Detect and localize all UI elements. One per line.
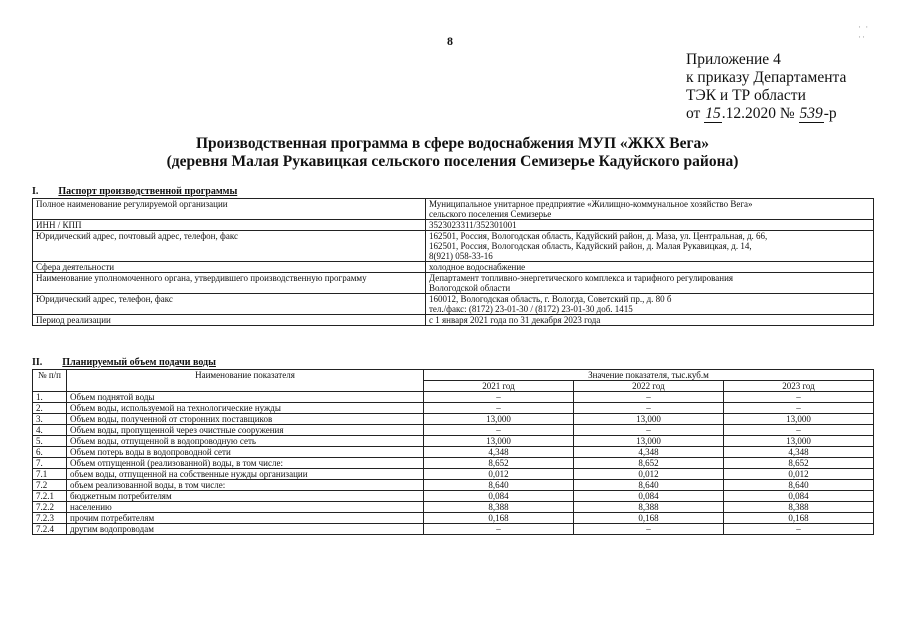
passport-value-line: Муниципальное унитарное предприятие «Жилищно-коммунальное хозяйство Вега»	[429, 199, 753, 209]
passport-value-line: 162501, Россия, Вологодская область, Кадуйский район, д. Маза, ул. Центральная, д. 66,	[429, 231, 768, 241]
row-value: 4,348	[424, 447, 574, 458]
volume-table	[32, 369, 874, 535]
order-suffix: -р	[823, 105, 837, 122]
table-row	[33, 425, 874, 436]
passport-label: Юридический адрес, телефон, факс	[33, 294, 426, 315]
row-value: –	[424, 524, 574, 535]
appendix-line-1: Приложение 4	[686, 51, 781, 68]
row-value: –	[723, 403, 873, 414]
row-indicator-name: Объем воды, пропущенной через очистные сооружения	[67, 425, 424, 436]
table-row	[33, 502, 874, 513]
table-row	[33, 513, 874, 524]
passport-row	[33, 273, 874, 294]
row-value: –	[573, 425, 723, 436]
row-value: 13,000	[424, 436, 574, 447]
header-indicator-value: Значение показателя, тыс.куб.м	[424, 370, 874, 381]
passport-value	[426, 220, 874, 231]
passport-value	[426, 315, 874, 326]
row-value: 4,348	[573, 447, 723, 458]
row-indicator-name: Объем воды, используемой на технологические нужды	[67, 403, 424, 414]
passport-value-line: 3523023311/352301001	[429, 220, 517, 230]
appendix-line-2: к приказу Департамента	[686, 69, 847, 86]
table-row	[33, 403, 874, 414]
row-value: 8,640	[573, 480, 723, 491]
row-indicator-name: населению	[67, 502, 424, 513]
header-number: № п/п	[33, 370, 67, 392]
row-value: –	[723, 425, 873, 436]
passport-row	[33, 315, 874, 326]
row-value: 8,640	[424, 480, 574, 491]
row-value: 8,652	[573, 458, 723, 469]
row-indicator-name: объем воды, отпущенной на собственные нужды организации	[67, 469, 424, 480]
row-value: 0,012	[424, 469, 574, 480]
passport-row	[33, 231, 874, 262]
passport-value-line: Департамент топливно-энергетического комплекса и тарифного регулирования	[429, 273, 734, 283]
row-number: 1.	[33, 392, 67, 403]
row-indicator-name: Объем поднятой воды	[67, 392, 424, 403]
passport-label: Сфера деятельности	[33, 262, 426, 273]
row-value: 0,168	[573, 513, 723, 524]
row-number: 7.2	[33, 480, 67, 491]
row-number: 7.2.4	[33, 524, 67, 535]
passport-row	[33, 262, 874, 273]
row-value: 0,012	[573, 469, 723, 480]
row-number: 7.2.2	[33, 502, 67, 513]
row-value: –	[723, 392, 873, 403]
section-1-number: I.	[32, 186, 39, 197]
section-2-number: II.	[32, 357, 43, 368]
table-row	[33, 447, 874, 458]
row-value: 13,000	[424, 414, 574, 425]
row-number: 7.2.1	[33, 491, 67, 502]
passport-label: Наименование уполномоченного органа, утвердившего производственную программу	[33, 273, 426, 294]
passport-value-line: 160012, Вологодская область, г. Вологда, Советский пр., д. 80 б	[429, 294, 672, 304]
row-value: 8,652	[723, 458, 873, 469]
header-indicator-name: Наименование показателя	[67, 370, 424, 392]
row-number: 2.	[33, 403, 67, 414]
row-value: 0,012	[723, 469, 873, 480]
passport-row	[33, 199, 874, 220]
date-rest: .12.2020 №	[721, 105, 795, 122]
document-title-line-2: (деревня Малая Рукавицкая сельского поселения Семизерье Кадуйского района)	[166, 153, 739, 170]
date-day-handwritten: 15	[705, 105, 721, 122]
row-number: 5.	[33, 436, 67, 447]
row-indicator-name: другим водопроводам	[67, 524, 424, 535]
section-2-heading	[32, 357, 216, 368]
row-value: 8,388	[424, 502, 574, 513]
row-number: 7.2.3	[33, 513, 67, 524]
passport-value-line: тел./факс: (8172) 23-01-30 / (8172) 23-01-30 доб. 1415	[429, 304, 633, 314]
passport-value-line: холодное водоснабжение	[429, 262, 526, 272]
appendix-block	[686, 51, 846, 123]
row-indicator-name: Объем воды, полученной от сторонних поставщиков	[67, 414, 424, 425]
appendix-date-line	[686, 105, 846, 123]
row-indicator-name: Объем воды, отпущенной в водопроводную сеть	[67, 436, 424, 447]
row-value: –	[573, 392, 723, 403]
section-1-title: Паспорт производственной программы	[58, 186, 238, 197]
passport-value-line: 162501, Россия, Вологодская область, Кадуйский район, д. Малая Рукавицкая, д. 14,	[429, 241, 752, 251]
row-value: 8,388	[573, 502, 723, 513]
row-value: 13,000	[573, 436, 723, 447]
passport-table	[32, 198, 874, 326]
row-indicator-name: Объем потерь воды в водопроводной сети	[67, 447, 424, 458]
row-value: –	[424, 425, 574, 436]
passport-label: Полное наименование регулируемой организации	[33, 199, 426, 220]
passport-value	[426, 273, 874, 294]
passport-row	[33, 294, 874, 315]
row-number: 3.	[33, 414, 67, 425]
section-1-heading	[32, 186, 237, 197]
table-row	[33, 469, 874, 480]
row-value: 4,348	[723, 447, 873, 458]
passport-label: ИНН / КПП	[33, 220, 426, 231]
row-indicator-name: прочим потребителям	[67, 513, 424, 524]
order-number-handwritten: 539	[799, 105, 823, 122]
table-row	[33, 392, 874, 403]
table-row	[33, 524, 874, 535]
row-number: 7.	[33, 458, 67, 469]
appendix-line-3: ТЭК и ТР области	[686, 87, 806, 104]
row-indicator-name: объем реализованной воды, в том числе:	[67, 480, 424, 491]
date-prefix: от	[686, 105, 701, 122]
passport-value-line: с 1 января 2021 года по 31 декабря 2023 года	[429, 315, 601, 325]
row-value: 0,084	[723, 491, 873, 502]
table-row	[33, 436, 874, 447]
row-number: 6.	[33, 447, 67, 458]
row-value: –	[424, 392, 574, 403]
row-value: –	[424, 403, 574, 414]
row-value: 13,000	[573, 414, 723, 425]
row-value: 13,000	[723, 436, 873, 447]
header-year-2021: 2021 год	[424, 381, 574, 392]
corner-scan-mark: · · ··	[858, 22, 870, 42]
passport-value-line: сельского поселения Семизерье	[429, 209, 552, 219]
row-value: –	[573, 524, 723, 535]
row-number: 7.1	[33, 469, 67, 480]
row-value: –	[723, 524, 873, 535]
row-value: –	[573, 403, 723, 414]
row-number: 4.	[33, 425, 67, 436]
page-number: 8	[447, 34, 453, 48]
row-value: 13,000	[723, 414, 873, 425]
table-row	[33, 480, 874, 491]
row-value: 8,652	[424, 458, 574, 469]
passport-label: Период реализации	[33, 315, 426, 326]
header-year-2023: 2023 год	[723, 381, 873, 392]
row-indicator-name: Объем отпущенной (реализованной) воды, в том числе:	[67, 458, 424, 469]
table-row	[33, 414, 874, 425]
document-title-line-1: Производственная программа в сфере водоснабжения МУП «ЖКХ Вега»	[195, 135, 710, 152]
header-year-2022: 2022 год	[573, 381, 723, 392]
row-indicator-name: бюджетным потребителям	[67, 491, 424, 502]
table-row	[33, 458, 874, 469]
passport-row	[33, 220, 874, 231]
passport-value-line: Вологодской области	[429, 283, 511, 293]
passport-value-line: 8(921) 058-33-16	[429, 251, 493, 261]
passport-value	[426, 199, 874, 220]
passport-value	[426, 262, 874, 273]
passport-value	[426, 294, 874, 315]
passport-label: Юридический адрес, почтовый адрес, телефон, факс	[33, 231, 426, 262]
table-row	[33, 491, 874, 502]
row-value: 0,168	[424, 513, 574, 524]
row-value: 0,168	[723, 513, 873, 524]
row-value: 8,640	[723, 480, 873, 491]
section-2-title: Планируемый объем подачи воды	[62, 357, 216, 368]
row-value: 8,388	[723, 502, 873, 513]
row-value: 0,084	[573, 491, 723, 502]
row-value: 0,084	[424, 491, 574, 502]
passport-value	[426, 231, 874, 262]
